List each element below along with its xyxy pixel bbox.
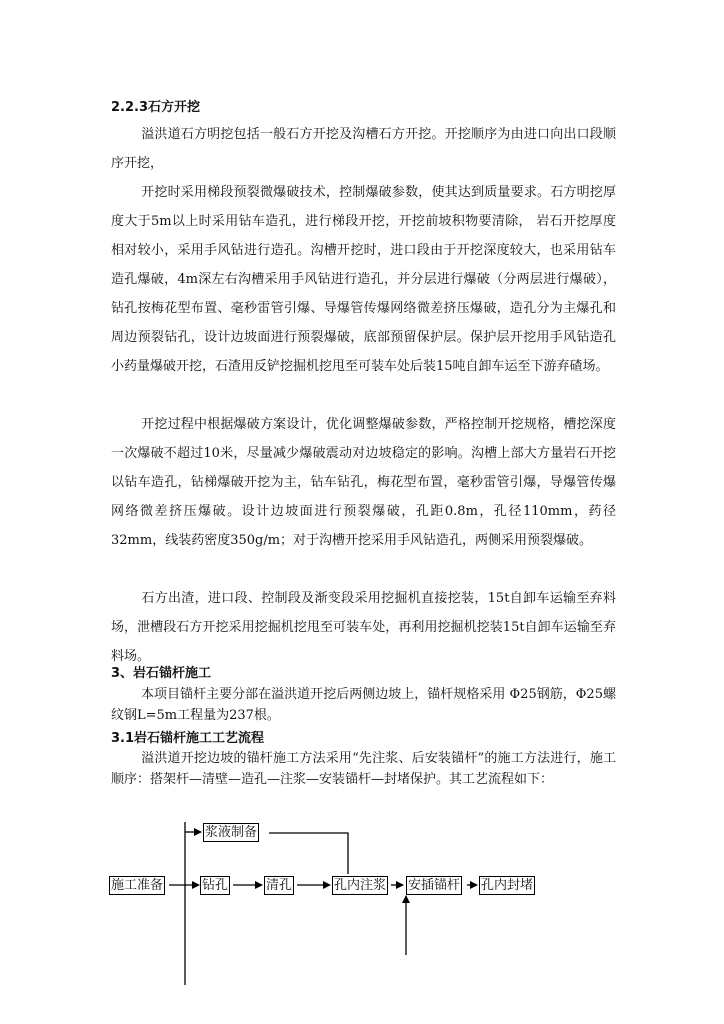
step-seal-hole: 孔内封堵 [481,878,534,893]
step-clean-hole: 清孔 [266,878,293,893]
paragraph-blasting-parameters: 开挖过程中根据爆破方案设计，优化调整爆破参数，严格控制开挖规格，槽挖深度一次爆破不超过10米，尽量减少爆破震动对边坡稳定的影响。沟槽上部大方量岩石开挖以钻车造孔，钻梯爆破开挖为主，钻车钻孔，梅花型布置，毫秒雷管引爆，导爆管传爆网络微差挤压爆破。设计边坡面进行预裂爆破，孔距0.8m，孔径110mm，药径32mm，线装药密度350g/m；对于沟槽开挖采用手风钻造孔，两侧采用预裂爆破。 [111,417,616,548]
step-install-anchor: 安插锚杆 [408,878,461,893]
paragraph-excavation-scope: 溢洪道石方明挖包括一般石方开挖及沟槽石方开挖。开挖顺序为由进口向出口段顺序开挖， [111,127,616,171]
paragraph-process-intro: 溢洪道开挖边坡的锚杆施工方法采用“先注浆、后安装锚杆”的施工方法进行，施工顺序：搭架杆—清壁—造孔—注浆—安装锚杆—封堵保护。其工艺流程如下： [111,751,616,787]
step-construction-prep: 施工准备 [111,878,164,893]
section-3-heading: 3、岩石锚杆施工 [111,666,212,681]
paragraph-anchor-scope: 本项目锚杆主要分部在溢洪道开挖后两侧边坡上，锚杆规格采用 Φ25钢筋，Φ25螺纹钢L=5m工程量为237根。 [111,687,616,723]
step-grout-prep: 浆液制备 [205,825,258,840]
section-3-1-heading: 3.1岩石锚杆施工工艺流程 [111,731,265,746]
line-grout-to-inject [269,833,348,874]
step-drill: 钻孔 [202,878,229,893]
section-2-2-3-heading: 2.2.3石方开挖 [111,100,201,115]
paragraph-muck-removal: 石方出渣，进口段、控制段及渐变段采用挖掘机直接挖装，15t自卸车运输至弃料场，泄槽段石方开挖采用挖掘机挖甩至可装车处，再利用挖掘机挖装15t自卸车运输至弃料场。 [111,591,616,664]
paragraph-blasting-method: 开挖时采用梯段预裂微爆破技术，控制爆破参数，使其达到质量要求。石方明挖厚度大于5m以上时采用钻车造孔，进行梯段开挖，开挖前坡积物要清除， 岩石开挖厚度相对较小，采用手风钻进行造孔。沟槽开挖时，进口段由于开挖深度较大，也采用钻车造孔爆破，4m深左右沟槽采用手风钻进行造孔，并分层进行爆破（分两层进行爆破），钻孔按梅花型布置、毫秒雷管引爆、导爆管传爆网络微差挤压爆破，造孔分为主爆孔和周边预裂钻孔，设计边坡面进行预裂爆破，底部预留保护层。保护层开挖用手风钻造孔小药量爆破开挖，石渣用反铲挖掘机挖甩至可装车处后装15吨自卸车运至下游弃碴场。 [111,185,616,374]
step-grout-injection: 孔内注浆 [334,878,387,893]
